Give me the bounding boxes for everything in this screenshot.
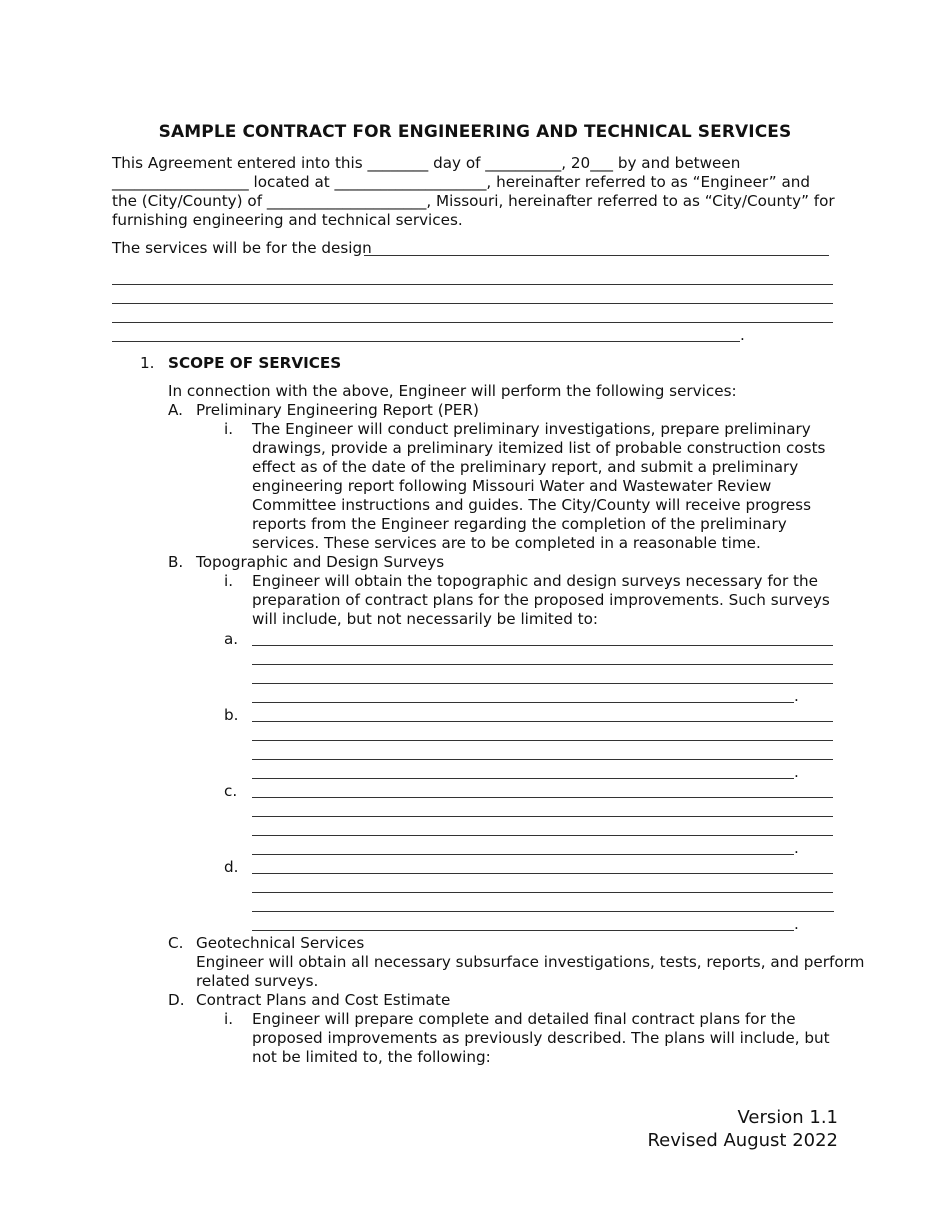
item-a-text-line: Committee instructions and guides. The City/County will receive progress <box>252 496 812 514</box>
item-c-text-line: Engineer will obtain all necessary subsurface investigations, tests, reports, and perform <box>196 953 865 971</box>
item-b-letter: B. <box>168 553 184 571</box>
document-title: SAMPLE CONTRACT FOR ENGINEERING AND TECHNICAL SERVICES <box>158 122 792 142</box>
sub-a-period: . <box>794 687 799 705</box>
item-d-letter: D. <box>168 991 185 1009</box>
intro-line-2: __________________ located at ____________________, hereinafter referred to as “Engineer” and <box>112 173 811 191</box>
sub-c-period: . <box>794 839 799 857</box>
item-d-roman: i. <box>224 1010 234 1028</box>
item-b-title: Topographic and Design Surveys <box>196 553 445 571</box>
item-c-letter: C. <box>168 934 184 952</box>
section-number: 1. <box>140 354 155 372</box>
design-blank-line <box>112 322 833 323</box>
sub-d-period: . <box>794 915 799 933</box>
item-a-text-line: effect as of the date of the preliminary report, and submit a preliminary <box>252 458 799 476</box>
intro-line-3: the (City/County) of _____________________, Missouri, hereinafter referred to as “City/County” for <box>112 192 835 210</box>
footer-version: Version 1.1 <box>737 1107 838 1128</box>
item-a-roman: i. <box>224 420 234 438</box>
sub-b-blank-line <box>252 740 833 741</box>
sub-d-blank-line <box>252 892 833 893</box>
sub-a-blank-line <box>252 645 833 646</box>
section-lead: In connection with the above, Engineer will perform the following services: <box>168 382 737 400</box>
sub-item-a: a. <box>224 630 239 648</box>
item-a-letter: A. <box>168 401 183 419</box>
item-d-text-line: not be limited to, the following: <box>252 1048 491 1066</box>
sub-c-blank-line <box>252 854 794 855</box>
design-blank-line <box>364 255 829 256</box>
sub-b-blank-line <box>252 778 794 779</box>
item-d-title: Contract Plans and Cost Estimate <box>196 991 451 1009</box>
item-b-roman: i. <box>224 572 234 590</box>
item-b-text-line: Engineer will obtain the topographic and design surveys necessary for the <box>252 572 818 590</box>
design-blank-line <box>112 303 833 304</box>
sub-a-blank-line <box>252 664 833 665</box>
item-a-text-line: services. These services are to be completed in a reasonable time. <box>252 534 761 552</box>
footer-revised: Revised August 2022 <box>647 1130 838 1151</box>
services-design-label: The services will be for the design <box>112 239 372 257</box>
item-d-text-line: proposed improvements as previously described. The plans will include, but <box>252 1029 830 1047</box>
sub-a-blank-line <box>252 683 833 684</box>
item-a-text-line: reports from the Engineer regarding the completion of the preliminary <box>252 515 787 533</box>
item-c-text-line: related surveys. <box>196 972 319 990</box>
item-d-text-line: Engineer will prepare complete and detailed final contract plans for the <box>252 1010 796 1028</box>
item-a-text-line: The Engineer will conduct preliminary investigations, prepare preliminary <box>252 420 811 438</box>
item-b-text-line: will include, but not necessarily be limited to: <box>252 610 599 628</box>
sub-item-d: d. <box>224 858 239 876</box>
sub-d-blank-line <box>252 873 833 874</box>
design-period: . <box>740 326 745 344</box>
item-c-title: Geotechnical Services <box>196 934 365 952</box>
sub-c-blank-line <box>252 816 833 817</box>
sub-a-blank-line <box>252 702 794 703</box>
sub-c-blank-line <box>252 797 833 798</box>
item-a-text-line: drawings, provide a preliminary itemized list of probable construction costs <box>252 439 826 457</box>
sub-d-blank-line <box>252 930 794 931</box>
section-heading: SCOPE OF SERVICES <box>168 354 342 372</box>
sub-d-blank-line <box>252 911 834 912</box>
design-blank-line <box>112 284 833 285</box>
intro-line-4: furnishing engineering and technical services. <box>112 211 463 229</box>
item-a-text-line: engineering report following Missouri Water and Wastewater Review <box>252 477 772 495</box>
sub-b-blank-line <box>252 759 833 760</box>
sub-b-blank-line <box>252 721 833 722</box>
sub-b-period: . <box>794 763 799 781</box>
sub-item-c: c. <box>224 782 238 800</box>
item-a-title: Preliminary Engineering Report (PER) <box>196 401 479 419</box>
item-b-text-line: preparation of contract plans for the proposed improvements. Such surveys <box>252 591 830 609</box>
intro-line-1: This Agreement entered into this ________ day of __________, 20___ by and between <box>112 154 741 172</box>
sub-item-b: b. <box>224 706 239 724</box>
sub-c-blank-line <box>252 835 833 836</box>
design-blank-line <box>112 341 740 342</box>
